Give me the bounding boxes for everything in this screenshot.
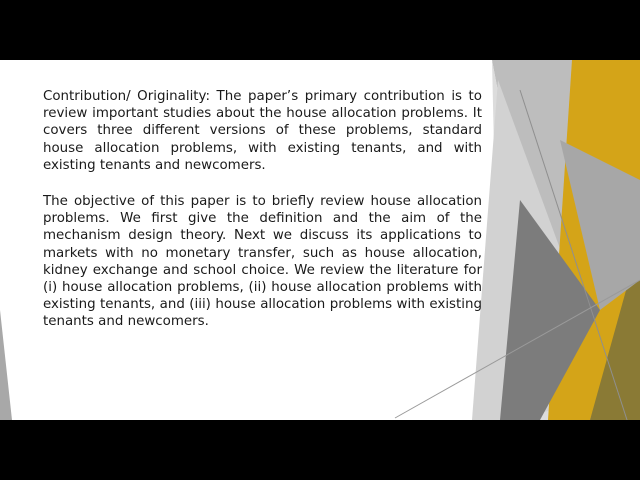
objective-paragraph: The objective of this paper is to briefly review house allocation problems. We first give the definition and the aim of the mechanism design theory. Next we discuss its applications to markets with no monetary transfer, such as house allocation, kidney exchange and school choice. We review the literature for (i) house allocation problems, (ii) house allocation problems with existing tenants, and (iii) house allocation problems with existing tenants and newcomers. (43, 194, 482, 330)
presentation-slide (0, 60, 640, 420)
left-gray-facet (0, 310, 12, 420)
contribution-paragraph: Contribution/ Originality: The paper’s primary contribution is to review important studies about the house allocation problems. It covers three different versions of these problems, standard house allocation problems, with existing tenants, and with existing tenants and newcomers. (43, 89, 482, 173)
